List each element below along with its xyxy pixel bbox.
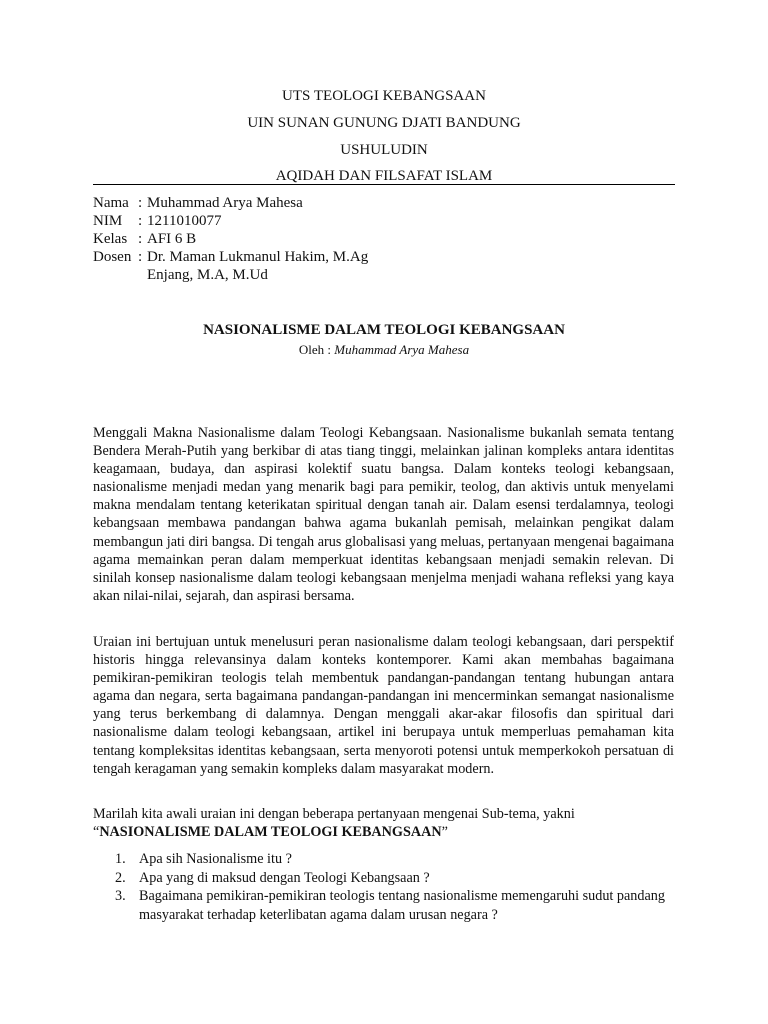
identity-value-lecturer-2: Enjang, M.A, M.Ud	[147, 267, 268, 283]
byline-label: Oleh :	[298, 342, 332, 357]
header-line-program: AQIDAH DAN FILSAFAT ISLAM	[275, 168, 493, 184]
question-list	[93, 850, 674, 924]
identity-block	[93, 194, 368, 284]
list-item	[93, 850, 674, 869]
list-item-number: 1.	[115, 851, 126, 867]
identity-colon: :	[138, 231, 143, 247]
identity-row-dosen-2	[93, 266, 368, 284]
list-item	[93, 869, 674, 888]
article-byline	[0, 342, 768, 358]
open-quote: “	[93, 824, 100, 841]
identity-colon: :	[138, 195, 143, 211]
identity-colon: :	[138, 249, 143, 265]
list-item-text: Apa yang di maksud dengan Teologi Kebangsaan ?	[139, 869, 430, 886]
identity-row-kelas	[93, 230, 368, 248]
identity-value-class: AFI 6 B	[147, 231, 197, 247]
identity-value-lecturer: Dr. Maman Lukmanul Hakim, M.Ag	[147, 249, 369, 265]
byline-author: Muhammad Arya Mahesa	[334, 342, 470, 357]
body-paragraph-3	[93, 805, 674, 841]
identity-row-nim	[93, 212, 368, 230]
body-paragraph-2: Uraian ini bertujuan untuk menelusuri peran nasionalisme dalam teologi kebangsaan, dari perspektif historis hingga relevansinya dalam konteks kontemporer. Kami akan membahas bagaimana pemikiran-pemikiran teologis telah membentuk pandangan-pandangan tentang hubungan antara agama dan negara, serta bagaimana pandangan-pandangan ini mencerminkan semangat nasionalisme yang terus berkembang di dalamnya. Dengan menggali akar-akar filosofis dan spiritual dari nasionalisme dalam teologi kebangsaan, artikel ini berupaya untuk memperluas pemahaman kita tentang kompleksitas identitas kebangsaan, serta menyoroti potensi untuk memperkokoh persatuan di tengah keragaman yang semakin kompleks dalam masyarakat modern.	[93, 634, 674, 777]
identity-label: Nama	[93, 195, 129, 211]
identity-label: NIM	[93, 213, 123, 229]
list-item-text: Apa sih Nasionalisme itu ?	[139, 851, 292, 867]
list-item-text: Bagaimana pemikiran-pemikiran teologis tentang nasionalisme memengaruhi sudut pandang masyarakat terhadap keterlibatan agama dalam urusan negara ?	[139, 888, 665, 923]
list-item	[93, 887, 674, 924]
identity-row-nama	[93, 194, 368, 212]
identity-row-dosen	[93, 248, 368, 266]
header-divider	[93, 184, 675, 185]
list-item-number: 2.	[115, 869, 126, 886]
article-title: NASIONALISME DALAM TEOLOGI KEBANGSAAN	[203, 322, 565, 338]
list-item-number: 3.	[115, 888, 126, 905]
paragraph-3-intro: Marilah kita awali uraian ini dengan beberapa pertanyaan mengenai Sub-tema, yakni	[93, 806, 575, 822]
identity-label: Dosen	[93, 249, 132, 265]
identity-label: Kelas	[93, 231, 128, 247]
identity-colon: :	[138, 213, 143, 229]
header-line-faculty: USHULUDIN	[340, 142, 428, 158]
identity-value-nim: 1211010077	[147, 213, 222, 229]
header-line-university: UIN SUNAN GUNUNG DJATI BANDUNG	[247, 115, 521, 131]
header-line-exam: UTS TEOLOGI KEBANGSAAN	[282, 88, 486, 104]
paragraph-3-subtheme: NASIONALISME DALAM TEOLOGI KEBANGSAAN	[99, 824, 442, 841]
close-quote: ”	[441, 824, 448, 841]
identity-value-name: Muhammad Arya Mahesa	[147, 195, 303, 211]
body-paragraph-1: Menggali Makna Nasionalisme dalam Teologi Kebangsaan. Nasionalisme bukanlah semata tentang Bendera Merah-Putih yang berkibar di atas tiang tinggi, melainkan jalinan kompleks antara identitas keagamaan, budaya, dan aspirasi kolektif suatu bangsa. Dalam konteks teologi kebangsaan, nasionalisme menjadi medan yang menarik bagi para pemikir, teolog, dan aktivis untuk menyelami makna mendalam tentang keterikatan spiritual dengan tanah air. Dalam esensi terdalamnya, teologi kebangsaan membawa pandangan bahwa agama bukanlah pemisah, melainkan pengikat dalam membangun jati diri bangsa. Di tengah arus globalisasi yang meluas, pertanyaan mengenai bagaimana agama memainkan peran dalam memperkuat identitas kebangsaan menjadi semakin relevan. Di sinilah konsep nasionalisme dalam teologi kebangsaan menjelma menjadi wahana refleksi yang kaya akan nilai-nilai, sejarah, dan aspirasi bersama.	[93, 425, 674, 604]
